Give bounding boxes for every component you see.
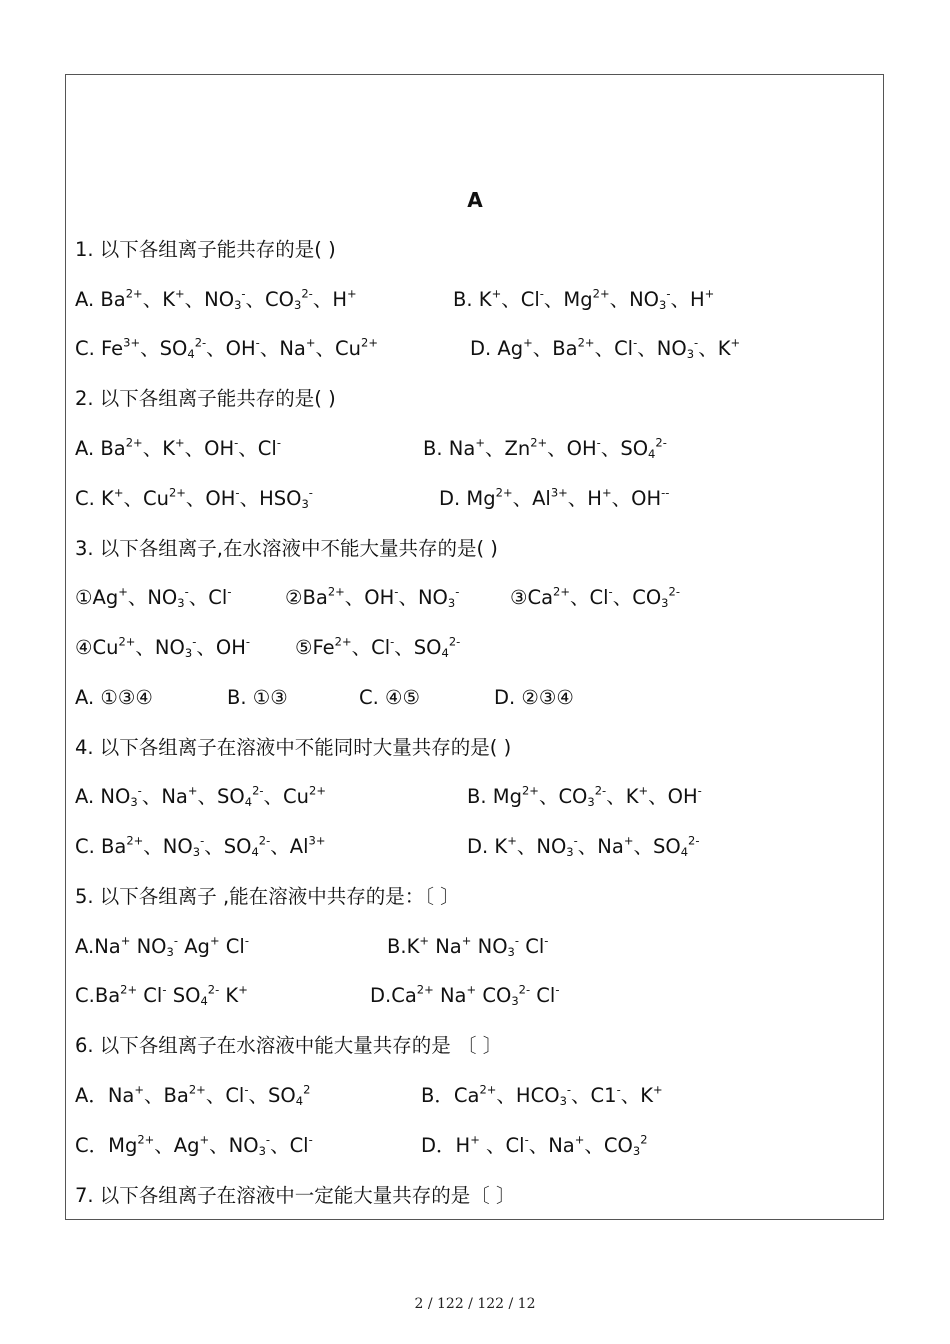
q5-option-a-ions: Na+ $NO_3^-$ Ag+ Cl- (94, 933, 249, 959)
q5-option-c (75, 982, 248, 1010)
q6-option-a-label: A． (75, 1084, 108, 1107)
q2-option-d-ions: $Mg^{2+}$、$Al^{3+}$、H+、OH-- (466, 485, 670, 510)
q3-option-b-label: B. (227, 686, 253, 709)
q1-option-d (470, 335, 740, 363)
q2-option-b-ions: Na+、$Zn^{2+}$、OH-、$SO_4^{2-}$ (448, 435, 667, 461)
q3-option-d-value: ②③④ (521, 686, 574, 709)
question-2-stem: 2. 以下各组离子能共存的是( ) (75, 387, 336, 410)
page-footer: 2 / 122 / 122 / 12 (414, 1296, 536, 1312)
q3-option-c-label: C. (359, 686, 386, 709)
q3-group-2: $②Ba^{2+}$、OH-、$NO_3^-$ (285, 584, 460, 610)
q2-option-b-label: B. (423, 437, 449, 460)
q5-option-d (370, 982, 560, 1010)
q4-option-c (75, 833, 325, 861)
section-heading: A (467, 188, 483, 212)
q5-option-c-ions: $Ba^{2+}$ Cl- $SO_4^{2-}$ K+ (94, 982, 248, 1008)
q4-option-d-ions: K+、$NO_3^-$、Na+、$SO_4^{2-}$ (494, 833, 700, 859)
q1-option-c (75, 335, 378, 363)
q2-option-a-label: A. (75, 437, 101, 460)
q4-option-d-label: D. (467, 835, 495, 858)
q1-option-b-label: B. (453, 288, 479, 311)
q5-option-a-label: A. (75, 935, 95, 958)
q3-group-4: $④Cu^{2+}$、$NO_3^-$、OH- (75, 634, 251, 660)
q2-option-c (75, 485, 313, 513)
q4-option-a-ions: $NO_3^-$、Na+、$SO_4^{2-}$、$Cu^{2+}$ (100, 783, 326, 809)
q4-option-a (75, 783, 326, 811)
q3-group-5: $⑤Fe^{2+}$、Cl-、$SO_4^{2-}$ (295, 634, 461, 660)
q6-option-c-label: C． (75, 1134, 109, 1157)
q6-option-d-ions: H+ 、Cl-、Na+、$CO_3^2$ (455, 1132, 648, 1158)
q6-option-d (421, 1132, 648, 1160)
q6-option-a-ions: Na+、$Ba^{2+}$、Cl-、$SO_4^2$ (107, 1082, 311, 1108)
q6-option-d-label: D． (421, 1134, 456, 1157)
q3-option-a (75, 684, 153, 712)
q1-option-b-ions: K+、Cl-、$Mg^{2+}$、$NO_3^-$、H+ (478, 286, 715, 312)
q5-option-d-label: D. (370, 984, 392, 1007)
q4-option-b (467, 783, 702, 811)
q4-option-c-label: C. (75, 835, 102, 858)
q6-option-b-label: B． (421, 1084, 454, 1107)
q1-option-b (453, 286, 714, 314)
q2-option-a-ions: $Ba^{2+}$、K+、OH-、Cl- (100, 435, 281, 460)
q6-option-c (75, 1132, 313, 1160)
q2-option-c-label: C. (75, 487, 102, 510)
question-6-stem: 6. 以下各组离子在水溶液中能大量共存的是 〔 〕 (75, 1034, 503, 1057)
q4-option-b-ions: $Mg^{2+}$、$CO_3^{2-}$、K+、OH- (492, 783, 702, 809)
q3-group-3: $③Ca^{2+}$、Cl-、$CO_3^{2-}$ (510, 584, 680, 610)
q5-option-b (387, 933, 548, 961)
question-7-stem: 7. 以下各组离子在溶液中一定能大量共存的是〔 〕 (75, 1184, 516, 1207)
q4-option-b-label: B. (467, 785, 493, 808)
q3-option-b (227, 684, 288, 712)
q4-option-d (467, 833, 700, 861)
q4-option-c-ions: $Ba^{2+}$、$NO_3^-$、$SO_4^{2-}$、$Al^{3+}$ (101, 833, 326, 859)
question-4-stem: 4. 以下各组离子在溶液中不能同时大量共存的是( ) (75, 736, 512, 759)
q3-option-d (494, 684, 574, 712)
q3-option-c (359, 684, 420, 712)
q5-option-b-ions: K+ Na+ $NO_3^-$ Cl- (406, 933, 549, 959)
question-3-stem: 3. 以下各组离子,在水溶液中不能大量共存的是( ) (75, 537, 498, 560)
q3-group-1: ①Ag+、$NO_3^-$、Cl- (75, 584, 232, 610)
q1-option-a-label: A. (75, 288, 101, 311)
q6-option-a (75, 1082, 310, 1110)
q5-option-c-label: C. (75, 984, 95, 1007)
q3-option-a-label: A. (75, 686, 101, 709)
q1-option-d-ions: Ag+、$Ba^{2+}$、Cl-、$NO_3^-$、K+ (497, 335, 741, 361)
q2-option-b (423, 435, 667, 463)
q5-option-a (75, 933, 249, 961)
q1-option-c-ions: $Fe^{3+}$、$SO_4^{2-}$、OH-、Na+、$Cu^{2+}$ (101, 335, 378, 361)
q4-option-a-label: A. (75, 785, 101, 808)
q1-option-a-ions: $Ba^{2+}$、K+、$NO_3^-$、$CO_3^{2-}$、H+ (100, 286, 357, 312)
q1-option-c-label: C. (75, 337, 102, 360)
question-5-stem: 5. 以下各组离子 ,能在溶液中共存的是：〔 〕 (75, 885, 460, 908)
question-1-stem: 1. 以下各组离子能共存的是( ) (75, 238, 336, 261)
q2-option-c-ions: K+、$Cu^{2+}$、OH-、$HSO_3^-$ (101, 485, 313, 511)
q6-option-b (421, 1082, 663, 1110)
q2-option-d (439, 485, 669, 513)
q5-option-d-ions: $Ca^{2+}$ Na+ $CO_3^{2-}$ Cl- (391, 982, 560, 1008)
q1-option-a (75, 286, 357, 314)
q3-option-d-label: D. (494, 686, 522, 709)
q1-option-d-label: D. (470, 337, 498, 360)
q2-option-d-label: D. (439, 487, 467, 510)
q3-option-a-value: ①③④ (100, 686, 153, 709)
q6-option-c-ions: $Mg^{2+}$、Ag+、$NO_3^-$、Cl- (108, 1132, 313, 1158)
q2-option-a (75, 435, 281, 463)
q6-option-b-ions: $Ca^{2+}$、$HCO_3^-$、C1-、K+ (453, 1082, 663, 1108)
q3-option-c-value: ④⑤ (385, 686, 420, 709)
q5-option-b-label: B. (387, 935, 407, 958)
q3-option-b-value: ①③ (252, 686, 288, 709)
